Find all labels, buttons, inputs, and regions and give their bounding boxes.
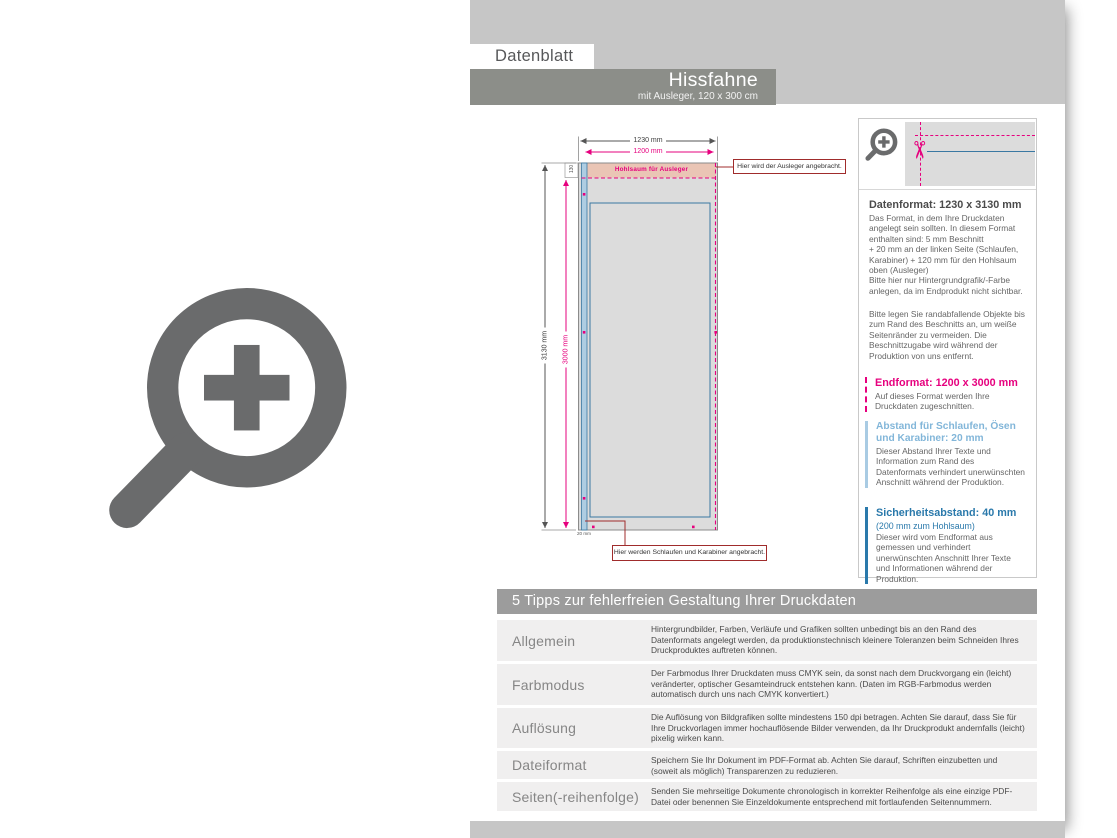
corner-detail-view bbox=[905, 122, 1035, 186]
endformat-block bbox=[865, 377, 1025, 412]
dim-top-offset: 130 bbox=[568, 164, 575, 174]
datasheet-page bbox=[468, 0, 1065, 838]
abstand-heading: Abstand für Schlaufen, Ösen und Karabiner: 20 mm bbox=[876, 421, 1016, 444]
beschnitt-block bbox=[869, 309, 1029, 361]
tips-header: 5 Tipps zur fehlerfreien Gestaltung Ihrer Druckdaten bbox=[497, 589, 1037, 614]
tip-label: Allgemein bbox=[512, 632, 576, 649]
tip-row-dateiformat bbox=[497, 751, 1037, 779]
cut-line bbox=[915, 135, 1035, 136]
datenformat-body2: + 20 mm an der linken Seite (Schlaufen, Karabiner) + 120 mm für den Hohlsaum oben (Ausleger) bbox=[869, 244, 1019, 276]
footer-band bbox=[470, 821, 1065, 838]
endformat-body: Auf dieses Format werden Ihre Druckdaten zugeschnitten. bbox=[875, 391, 990, 412]
strip-width-label: 20 mm bbox=[576, 531, 592, 536]
tip-text: Hintergrundbilder, Farben, Verläufe und Grafiken sollten unbedingt bis an den Rand des Datenformats angelegt werden, da produktionstechnisch kleinere Toleranzen beim Schneiden Ihres Druckproduktes auftreten können. bbox=[651, 624, 1019, 656]
callout-ausleger-text: Hier wird der Ausleger angebracht. bbox=[737, 163, 842, 170]
tip-text: Senden Sie mehrseitige Dokumente chronologisch in korrekter Reihenfolge als eine einzige PDF-Datei oder benennen Sie Einzeldokumente entsprechend mit fortlaufenden Seitennummern. bbox=[651, 786, 1013, 807]
sicherheitsabstand-block bbox=[865, 507, 1025, 584]
datenformat-body3: Bitte hier nur Hintergrundgrafik/-Farbe anlegen, da im Endprodukt nicht sichtbar. bbox=[869, 275, 1023, 296]
tip-label: Auflösung bbox=[512, 720, 577, 736]
sicherheitsabstand-sub: (200 mm zum Hohlsaum) bbox=[876, 521, 975, 531]
dim-width-inner: 1200 mm bbox=[578, 148, 718, 155]
datenblatt-label: Datenblatt bbox=[495, 47, 574, 65]
tip-text: Der Farbmodus Ihrer Druckdaten muss CMYK sein, da sonst nach dem Druckvorgang ein (leicht) veränderter, optischer Gesamteindruck entstehen kann. (Daten im RGB-Farbmodus werden automatisch durch uns nach CMYK konvertiert.) bbox=[651, 668, 1012, 700]
info-sidebar bbox=[858, 118, 1037, 584]
zoom-in-icon bbox=[863, 126, 901, 164]
dim-width-outer: 1230 mm bbox=[578, 137, 718, 144]
datenblatt-tab bbox=[470, 44, 594, 69]
title-band bbox=[470, 69, 776, 105]
tip-row-aufloesung bbox=[497, 708, 1037, 748]
hohlsaum-label: Hohlsaum für Ausleger bbox=[614, 166, 689, 173]
page-title: Hissfahne bbox=[668, 69, 758, 91]
page-subtitle: mit Ausleger, 120 x 300 cm bbox=[637, 91, 758, 102]
tip-row-seitenreihenfolge bbox=[497, 782, 1037, 811]
tip-label: Dateiformat bbox=[512, 757, 587, 773]
tip-text: Speichern Sie Ihr Dokument im PDF-Format ab. Achten Sie darauf, Schriften einzubetten und (soweit als möglich) Transparenzen zu reduzieren. bbox=[651, 755, 998, 776]
sicherheitsabstand-heading: Sicherheitsabstand: 40 mm bbox=[876, 507, 1017, 519]
dim-height-inner: 3000 mm bbox=[563, 320, 570, 380]
zoom-in-icon bbox=[90, 268, 375, 553]
flag-diagram-lines bbox=[468, 110, 868, 580]
datenformat-block bbox=[869, 199, 1029, 296]
tip-row-allgemein bbox=[497, 620, 1037, 661]
abstand-body: Dieser Abstand Ihrer Texte und Information zum Rand des Datenformats verhindert unerwünschten Anschnitt während der Produktion. bbox=[876, 446, 1025, 488]
endformat-heading: Endformat: 1200 x 3000 mm bbox=[875, 377, 1018, 389]
flag-diagram bbox=[468, 110, 868, 580]
datenformat-body1: Das Format, in dem Ihre Druckdaten angelegt sein sollten. In diesem Format enthalten sind: 5 mm Beschnitt bbox=[869, 213, 1016, 244]
safety-line bbox=[927, 151, 1035, 152]
tip-label: Seiten(-reihenfolge) bbox=[512, 788, 639, 805]
callout-ausleger bbox=[733, 159, 846, 174]
sidebar-zoom-detail bbox=[859, 119, 1036, 190]
dim-height-outer: 3130 mm bbox=[542, 316, 549, 376]
tip-label: Farbmodus bbox=[512, 676, 585, 693]
scissors-icon: ✂ bbox=[905, 139, 933, 161]
sicherheitsabstand-body: Dieser wird vom Endformat aus gemessen und verhindert unerwünschten Anschnitt Ihrer Texte und Informationen während der Produktion. bbox=[876, 532, 1011, 584]
datenformat-heading: Datenformat: 1230 x 3130 mm bbox=[869, 199, 1022, 211]
beschnitt-body: Bitte legen Sie randabfallende Objekte bis zum Rand des Beschnitts an, um weiße Seitenränder zu vermeiden. Die Beschnittzugabe wird während der Produktion von uns entfernt. bbox=[869, 309, 1025, 361]
abstand-block bbox=[865, 421, 1025, 488]
tip-row-farbmodus bbox=[497, 664, 1037, 705]
tip-text: Die Auflösung von Bildgrafiken sollte mindestens 150 dpi betragen. Achten Sie darauf, dass Sie für Ihre Druckvorlagen immer hochauflösende Bilder verwenden, da Ihr Druckprodukt andernfalls (leicht) pixelig wirken kann. bbox=[651, 712, 1025, 744]
callout-schlaufen bbox=[612, 545, 767, 561]
callout-schlaufen-text: Hier werden Schlaufen und Karabiner angebracht. bbox=[613, 549, 766, 557]
